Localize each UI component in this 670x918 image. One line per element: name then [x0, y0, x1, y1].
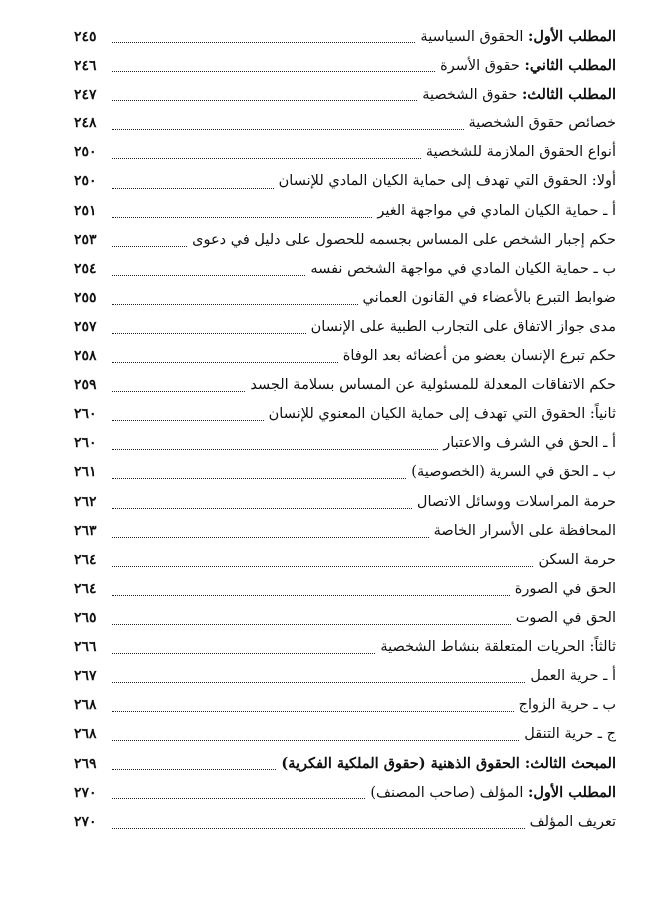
toc-entry-title [521, 720, 616, 749]
toc-page-number: ٢٦٠ [74, 435, 97, 452]
toc-page-number: ٢٦٦ [74, 638, 97, 655]
toc-entry [74, 342, 616, 371]
toc-page-number: ٢٥٠ [74, 173, 97, 190]
toc-entry-text: المؤلف (صاحب المصنف) [370, 785, 528, 802]
toc-entry [74, 575, 616, 604]
toc-entry-text: المحافظة على الأسرار الخاصة [433, 522, 616, 539]
toc-entry [74, 167, 616, 196]
toc-entry-title [423, 138, 616, 167]
toc-entry-text: الحق في الصورة [514, 580, 616, 597]
toc-entry-text: خصائص حقوق الشخصية [468, 115, 616, 132]
toc-dot-leader [112, 711, 514, 712]
toc-dot-leader [112, 537, 429, 538]
toc-dot-leader [112, 217, 372, 218]
toc-entry-text: الحق في الصوت [515, 609, 616, 626]
toc-entry-title [535, 546, 616, 575]
toc-entry-text: الحقوق السياسية [420, 29, 528, 45]
toc-dot-leader [112, 624, 511, 625]
toc-entry-title [276, 167, 616, 196]
toc-entry-text: ثالثاً: الحريات المتعلقة بنشاط الشخصية [380, 638, 616, 655]
toc-dot-leader [112, 188, 274, 189]
toc-entry-text: حرمة المراسلات ووسائل الاتصال [416, 493, 616, 510]
toc-page-number: ٢٦٨ [74, 697, 97, 714]
toc-entry [74, 197, 616, 226]
toc-entry [74, 808, 616, 837]
toc-entry-title [437, 51, 616, 81]
toc-entry [74, 778, 616, 807]
toc-entry-title [408, 458, 616, 487]
toc-dot-leader [112, 71, 435, 72]
toc-dot-leader [112, 740, 519, 741]
toc-page-number: ٢٤٦ [74, 58, 97, 75]
toc-dot-leader [112, 42, 415, 43]
toc-entry [74, 51, 616, 80]
toc-entry [74, 226, 616, 255]
toc-entry-title [419, 80, 616, 110]
toc-entry-text: ضوابط التبرع بالأعضاء في القانون العماني [362, 289, 616, 306]
toc-page-number: ٢٧٠ [74, 813, 97, 830]
toc-entry-text: أ ـ حماية الكيان المادي في مواجهة الغير [377, 202, 616, 219]
toc-entry [74, 633, 616, 662]
toc-dot-leader [112, 828, 525, 829]
toc-entry-title [513, 604, 616, 633]
toc-dot-leader [112, 653, 375, 654]
toc-dot-leader [112, 449, 438, 450]
toc-page-number: ٢٧٠ [74, 785, 97, 802]
toc-entry-text: الحقوق الذهنية (حقوق الملكية الفكرية) [281, 755, 525, 773]
toc-entry-title [512, 575, 616, 604]
toc-entry-title [340, 342, 616, 371]
toc-dot-leader [112, 420, 264, 421]
toc-page-number: ٢٤٧ [74, 87, 97, 104]
toc-entry-title [516, 691, 616, 720]
toc-page-number: ٢٥٧ [74, 318, 97, 335]
toc-entry-text: تعريف المؤلف [529, 813, 616, 830]
toc-dot-leader [112, 333, 306, 334]
toc-entry-title [377, 633, 616, 662]
toc-entry-title [440, 429, 616, 458]
toc-entry-text: أ ـ حرية العمل [530, 668, 616, 685]
toc-entry [74, 400, 616, 429]
toc-entry-title [266, 400, 616, 429]
toc-dot-leader [112, 275, 305, 276]
toc-entry [74, 138, 616, 167]
toc-entry-title [466, 109, 616, 138]
toc-entry-heading-label: المطلب الأول: [528, 784, 616, 802]
toc-entry [74, 109, 616, 138]
toc-dot-leader [112, 391, 245, 392]
toc-page-number: ٢٦٧ [74, 668, 97, 685]
toc-dot-leader [112, 798, 365, 799]
toc-entry-heading-label: المطلب الثالث: [521, 86, 616, 104]
toc-page-number: ٢٥٠ [74, 144, 97, 161]
toc-entry-heading-label: المبحث الثالث: [524, 755, 616, 773]
toc-entry-title [414, 488, 616, 517]
toc-dot-leader [112, 478, 406, 479]
toc-entry-text: حكم الاتفاقات المعدلة للمسئولية عن المساس بسلامة الجسد [250, 377, 616, 394]
toc-entry [74, 546, 616, 575]
toc-entry [74, 80, 616, 109]
toc-entry-text: حكم تبرع الإنسان بعضو من أعضائه بعد الوفاة [342, 348, 616, 365]
toc-page-number: ٢٦٨ [74, 726, 97, 743]
toc-page-number: ٢٦١ [74, 464, 97, 481]
toc-page-number: ٢٦٢ [74, 493, 97, 510]
toc-page-number: ٢٥١ [74, 202, 97, 219]
toc-entry-text: حرمة السكن [538, 551, 616, 568]
toc-page-number: ٢٦٠ [74, 406, 97, 423]
toc-entry-text: ب ـ الحق في السرية (الخصوصية) [411, 464, 616, 481]
toc-entry-text: أنواع الحقوق الملازمة للشخصية [425, 144, 616, 161]
toc-entry-title [307, 255, 616, 284]
toc-entry [74, 691, 616, 720]
toc-entry [74, 488, 616, 517]
toc-entry-title [278, 749, 616, 778]
toc-entry [74, 371, 616, 400]
toc-entry [74, 662, 616, 691]
toc-entry-title [367, 778, 616, 808]
toc-dot-leader [112, 595, 510, 596]
toc-entry-title [308, 313, 616, 342]
toc-dot-leader [112, 304, 358, 305]
toc-entry-heading-label: المطلب الأول: [528, 28, 616, 45]
toc-dot-leader [112, 508, 412, 509]
toc-entry-title [374, 197, 616, 226]
toc-dot-leader [112, 129, 464, 130]
toc-entry [74, 749, 616, 778]
toc-page-number: ٢٤٨ [74, 115, 97, 132]
toc-entry-title [431, 517, 616, 546]
toc-page-number: ٢٦٤ [74, 580, 97, 597]
toc-dot-leader [112, 769, 276, 770]
toc-entry-title [360, 284, 616, 313]
toc-dot-leader [112, 158, 421, 159]
table-of-contents [74, 22, 616, 837]
toc-dot-leader [112, 246, 187, 247]
toc-entry [74, 458, 616, 487]
toc-page-number: ٢٦٩ [74, 756, 97, 773]
toc-entry-title [417, 22, 616, 52]
toc-page-number: ٢٥٥ [74, 289, 97, 306]
toc-dot-leader [112, 100, 417, 101]
toc-entry-heading-label: المطلب الثاني: [524, 57, 616, 75]
toc-entry [74, 284, 616, 313]
toc-entry-title [247, 371, 616, 400]
toc-entry [74, 604, 616, 633]
toc-entry [74, 255, 616, 284]
toc-page-number: ٢٥٨ [74, 348, 97, 365]
toc-entry [74, 429, 616, 458]
toc-page-number: ٢٤٥ [74, 29, 97, 45]
toc-entry-text: مدى جواز الاتفاق على التجارب الطبية على الإنسان [310, 318, 616, 335]
toc-page-number: ٢٥٩ [74, 377, 97, 394]
toc-entry [74, 517, 616, 546]
toc-entry-text: أ ـ الحق في الشرف والاعتبار [443, 435, 616, 452]
toc-entry [74, 313, 616, 342]
toc-entry-text: ثانياً: الحقوق التي تهدف إلى حماية الكيان المعنوي للإنسان [268, 406, 616, 423]
toc-entry-text: ج ـ حرية التنقل [524, 726, 616, 743]
toc-entry-title [527, 808, 616, 837]
toc-entry-text: حقوق الأسرة [440, 58, 525, 75]
toc-entry-text: ب ـ حماية الكيان المادي في مواجهة الشخص نفسه [310, 260, 616, 277]
toc-entry [74, 22, 616, 51]
toc-page-number: ٢٦٤ [74, 551, 97, 568]
toc-dot-leader [112, 566, 533, 567]
toc-page-number: ٢٦٣ [74, 522, 97, 539]
toc-entry-text: ب ـ حرية الزواج [518, 697, 616, 714]
toc-entry-text: حقوق الشخصية [422, 87, 522, 104]
toc-entry [74, 720, 616, 749]
toc-dot-leader [112, 362, 338, 363]
toc-entry-title [189, 226, 616, 255]
toc-page-number: ٢٥٣ [74, 231, 97, 248]
toc-entry-title [527, 662, 616, 691]
toc-entry-text: حكم إجبار الشخص على المساس بجسمه للحصول على دليل في دعوى [192, 231, 616, 248]
toc-page-number: ٢٦٥ [74, 609, 97, 626]
toc-dot-leader [112, 682, 525, 683]
toc-entry-text: أولا: الحقوق التي تهدف إلى حماية الكيان المادي للإنسان [278, 173, 616, 190]
toc-page-number: ٢٥٤ [74, 260, 97, 277]
